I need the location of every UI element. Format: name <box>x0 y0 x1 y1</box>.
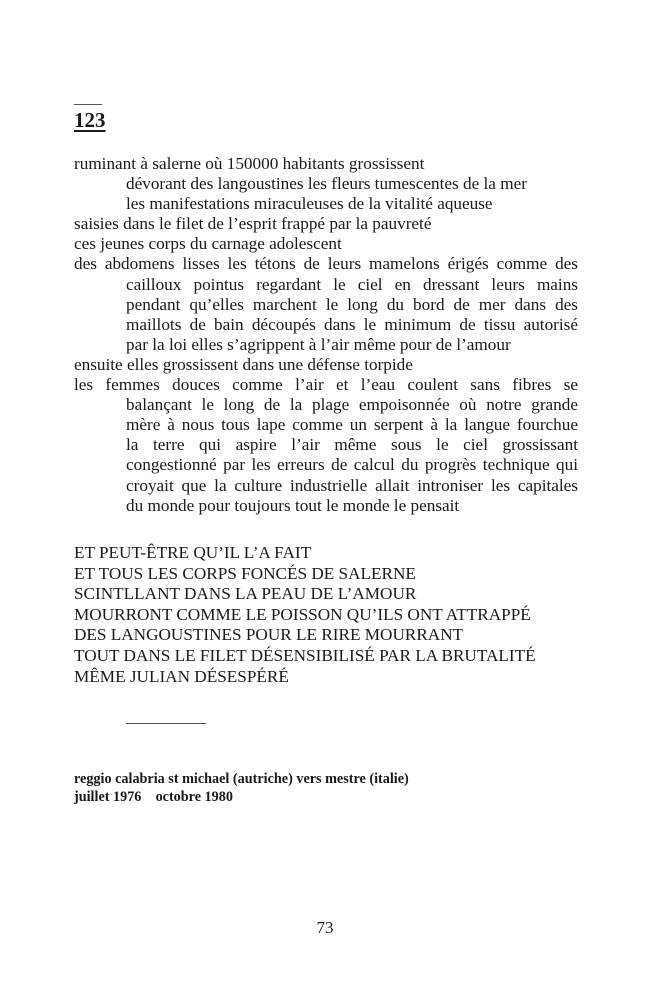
poem-line: congestionné par les erreurs de calcul du progrès technique qui <box>126 455 578 475</box>
poem-line-caps: SCINTLLANT DANS LA PEAU DE L’AMOUR <box>74 584 417 604</box>
poem-number: 123 <box>74 108 106 132</box>
page-number: 73 <box>316 918 334 937</box>
poem-line: ruminant à salerne où 150000 habitants grossissent <box>74 154 425 173</box>
poem-line: maillots de bain découpés dans le minimum de tissu autorisé <box>126 314 578 334</box>
poem-line: les femmes douces comme l’air et l’eau coulent sans fibres se <box>74 375 578 395</box>
poem-line: des abdomens lisses les tétons de leurs mamelons érigés comme des <box>74 254 578 274</box>
poem-line: pendant qu’elles marchent le long du bord de mer dans des <box>126 294 578 314</box>
poem-line: ensuite elles grossissent dans une défense torpide <box>74 354 413 374</box>
poem-line-caps: TOUT DANS LE FILET DÉSENSIBILISÉ PAR LA BRUTALITÉ <box>74 645 536 665</box>
poem-line: mère à nous tous lape comme un serpent à la langue fourchue <box>126 415 578 435</box>
poem-line: balançant le long de la plage empoisonnée où notre grande <box>126 395 578 415</box>
colophon <box>74 770 409 806</box>
poem-line-caps: ET PEUT-ÊTRE QU’IL L’A FAIT <box>74 543 312 562</box>
poem-line: ces jeunes corps du carnage adolescent <box>74 234 342 254</box>
end-rule <box>126 723 206 724</box>
colophon-places: reggio calabria st michael (autriche) vers mestre (italie) <box>74 771 409 787</box>
stanza-lowercase <box>74 154 578 516</box>
poem-line: la terre qui aspire l’air même sous le ciel grossissant <box>126 435 578 455</box>
poem-line: par la loi elles s’agrippent à l’air même pour de l’amour <box>126 334 511 354</box>
poem-line-caps: MOURRONT COMME LE POISSON QU’ILS ONT ATTRAPPÉ <box>74 604 531 624</box>
top-rule <box>74 104 102 105</box>
colophon-dates: juillet 1976 octobre 1980 <box>74 789 233 805</box>
poem-line-caps: DES LANGOUSTINES POUR LE RIRE MOURRANT <box>74 625 464 645</box>
poem-line: cailloux pointus regardant le ciel en dressant leurs mains <box>126 274 578 294</box>
poem-line: du monde pour toujours tout le monde le pensait <box>126 495 460 515</box>
poem-line: croyait que la culture industrielle allait introniser les capitales <box>126 475 578 495</box>
poem-line-caps: ET TOUS LES CORPS FONCÉS DE SALERNE <box>74 563 416 583</box>
poem-line-caps: MÊME JULIAN DÉSESPÉRÉ <box>74 666 289 686</box>
poem-line: dévorant des langoustines les fleurs tumescentes de la mer <box>126 174 527 194</box>
stanza-uppercase <box>74 543 578 687</box>
poem-line: les manifestations miraculeuses de la vitalité aqueuse <box>126 194 493 214</box>
poem-line: saisies dans le filet de l’esprit frappé par la pauvreté <box>74 214 432 234</box>
